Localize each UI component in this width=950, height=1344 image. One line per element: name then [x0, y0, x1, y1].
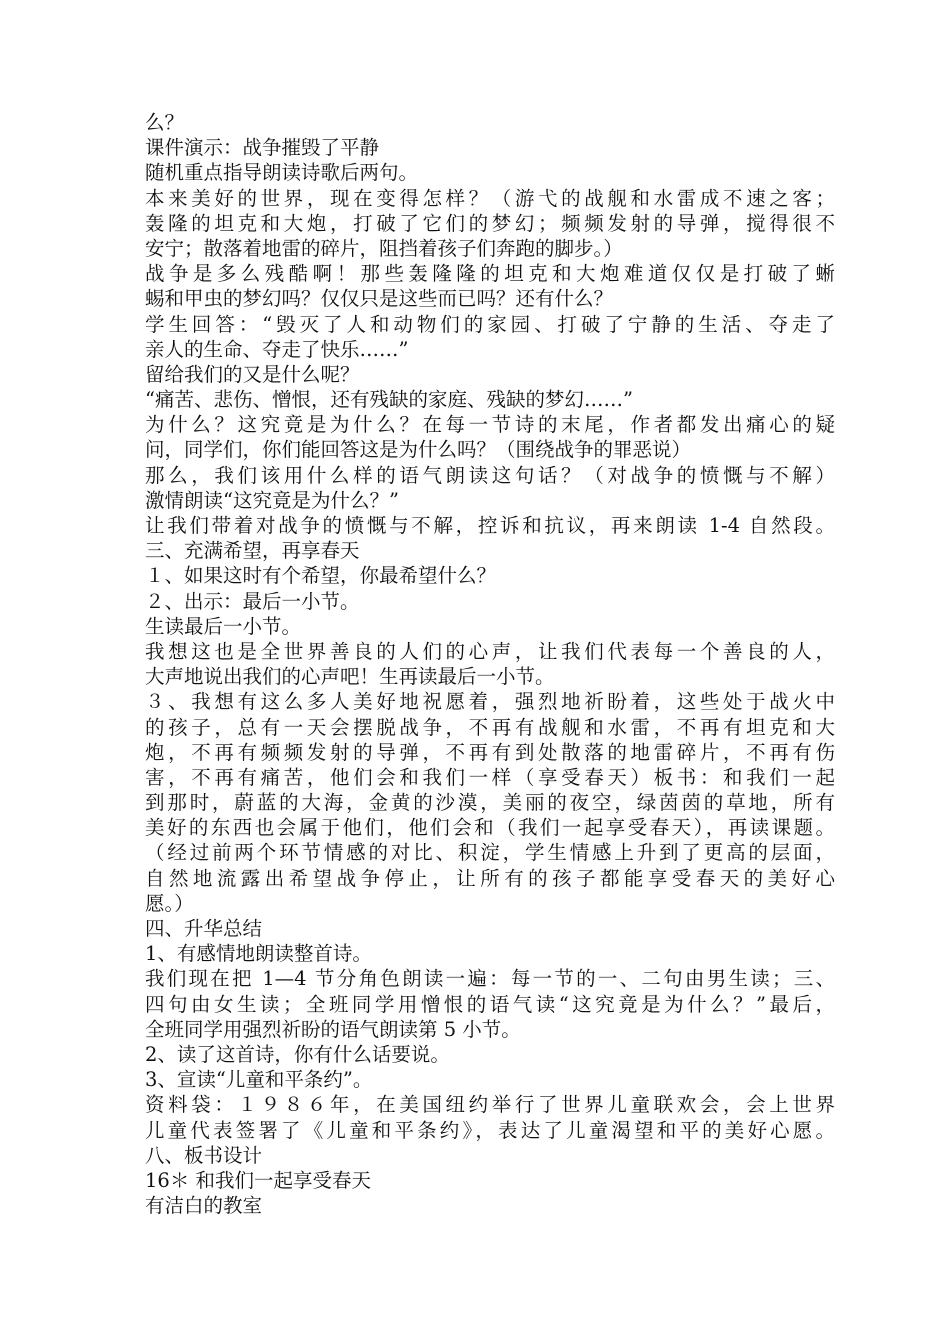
text-line: 16＊ 和我们一起享受春天 [145, 1168, 372, 1192]
text-line: 到那时，蔚蓝的大海，金黄的沙漠，美丽的夜空，绿茵茵的草地，所有 [145, 791, 835, 815]
text-line: 2、读了这首诗，你有什么话要说。 [145, 1042, 450, 1066]
text-line: 八、板书设计 [145, 1143, 263, 1167]
text-line: 那么，我们该用什么样的语气朗读这句话？（对战争的愤慨与不解） [145, 463, 835, 487]
text-line: 本来美好的世界，现在变得怎样？（游弋的战舰和水雷成不速之客； [145, 186, 835, 210]
text-line: 四、升华总结 [145, 917, 263, 940]
text-line: （经过前两个环节情感的对比、积淀，学生情感上升到了更高的层面， [145, 841, 835, 865]
text-line: 问，同学们，你们能回答这是为什么吗？（围绕战争的罪恶说） [145, 438, 692, 462]
text-line: １、如果这时有个希望，你最希望什么？ [145, 564, 497, 588]
text-line: 炮，不再有频频发射的导弹，不再有到处散落的地雷碎片，不再有伤 [145, 740, 835, 764]
text-line: 学生回答：“毁灭了人和动物们的家园、打破了宁静的生活、夺走了 [145, 312, 835, 336]
text-line: 生读最后一小节。 [145, 614, 302, 638]
text-line: 我想这也是全世界善良的人们的心声，让我们代表每一个善良的人， [145, 639, 835, 663]
text-line: ３、我想有这么多人美好地祝愿着，强烈地祈盼着，这些处于战火中 [145, 690, 835, 714]
text-line: 有洁白的教室 [145, 1194, 263, 1218]
text-line: 害，不再有痛苦，他们会和我们一样（享受春天）板书：和我们一起 [145, 765, 835, 789]
text-line: 大声地说出我们的心声吧！生再读最后一小节。 [145, 665, 555, 689]
text-line: 愿。） [145, 891, 194, 915]
text-line: 自然地流露出希望战争停止，让所有的孩子都能享受春天的美好心 [145, 866, 835, 890]
text-line: 资料袋：１９８６年，在美国纽约举行了世界儿童联欢会，会上世界 [145, 1093, 835, 1117]
text-line: 让我们带着对战争的愤慨与不解，控诉和抗议，再来朗读 1-4 自然段。 [145, 514, 835, 537]
text-line: 战争是多么残酷啊！那些轰隆隆的坦克和大炮难道仅仅是打破了蜥 [145, 262, 835, 286]
text-line: 美好的东西也会属于他们，他们会和（我们一起享受春天），再读课题。 [145, 816, 835, 840]
text-line: 蜴和甲虫的梦幻吗？仅仅只是这些而已吗？还有什么？ [145, 287, 614, 311]
text-line: 激情朗读“这究竟是为什么？” [145, 488, 399, 512]
text-line: 留给我们的又是什么呢？ [145, 362, 360, 386]
text-line: 课件演示：战争摧毁了平静 [145, 136, 380, 160]
text-line: 儿童代表签署了《儿童和平条约》，表达了儿童渴望和平的美好心愿。 [145, 1118, 835, 1142]
text-line: 随机重点指导朗读诗歌后两句。 [145, 161, 419, 185]
text-line: 亲人的生命、夺走了快乐……” [145, 337, 409, 361]
text-line: 三、充满希望，再享春天 [145, 539, 360, 563]
text-line: 我们现在把 1—4 节分角色朗读一遍：每一节的一、二句由男生读；三、 [145, 967, 835, 991]
text-line: 为什么？这究竟是为什么？在每一节诗的末尾，作者都发出痛心的疑 [145, 413, 835, 437]
text-line: 么？ [145, 111, 185, 134]
document-page [145, 110, 835, 1218]
text-line: 全班同学用强烈祈盼的语气朗读第 5 小节。 [145, 1017, 521, 1041]
text-line: 轰隆的坦克和大炮，打破了它们的梦幻；频频发射的导弹，搅得很不 [145, 211, 835, 235]
text-line: 的孩子，总有一天会摆脱战争，不再有战舰和水雷，不再有坦克和大 [145, 715, 835, 739]
text-line: ２、出示：最后一小节。 [145, 589, 360, 613]
text-line: 安宁；散落着地雷的碎片，阻挡着孩子们奔跑的脚步。） [145, 236, 623, 260]
text-line: 1、有感情地朗读整首诗。 [145, 942, 372, 966]
text-line: “痛苦、悲伤、憎恨，还有残缺的家庭、残缺的梦幻……” [145, 388, 633, 412]
text-line: 3、宣读“儿童和平条约”。 [145, 1068, 373, 1092]
text-line: 四句由女生读；全班同学用憎恨的语气读“这究竟是为什么？”最后， [145, 992, 835, 1016]
